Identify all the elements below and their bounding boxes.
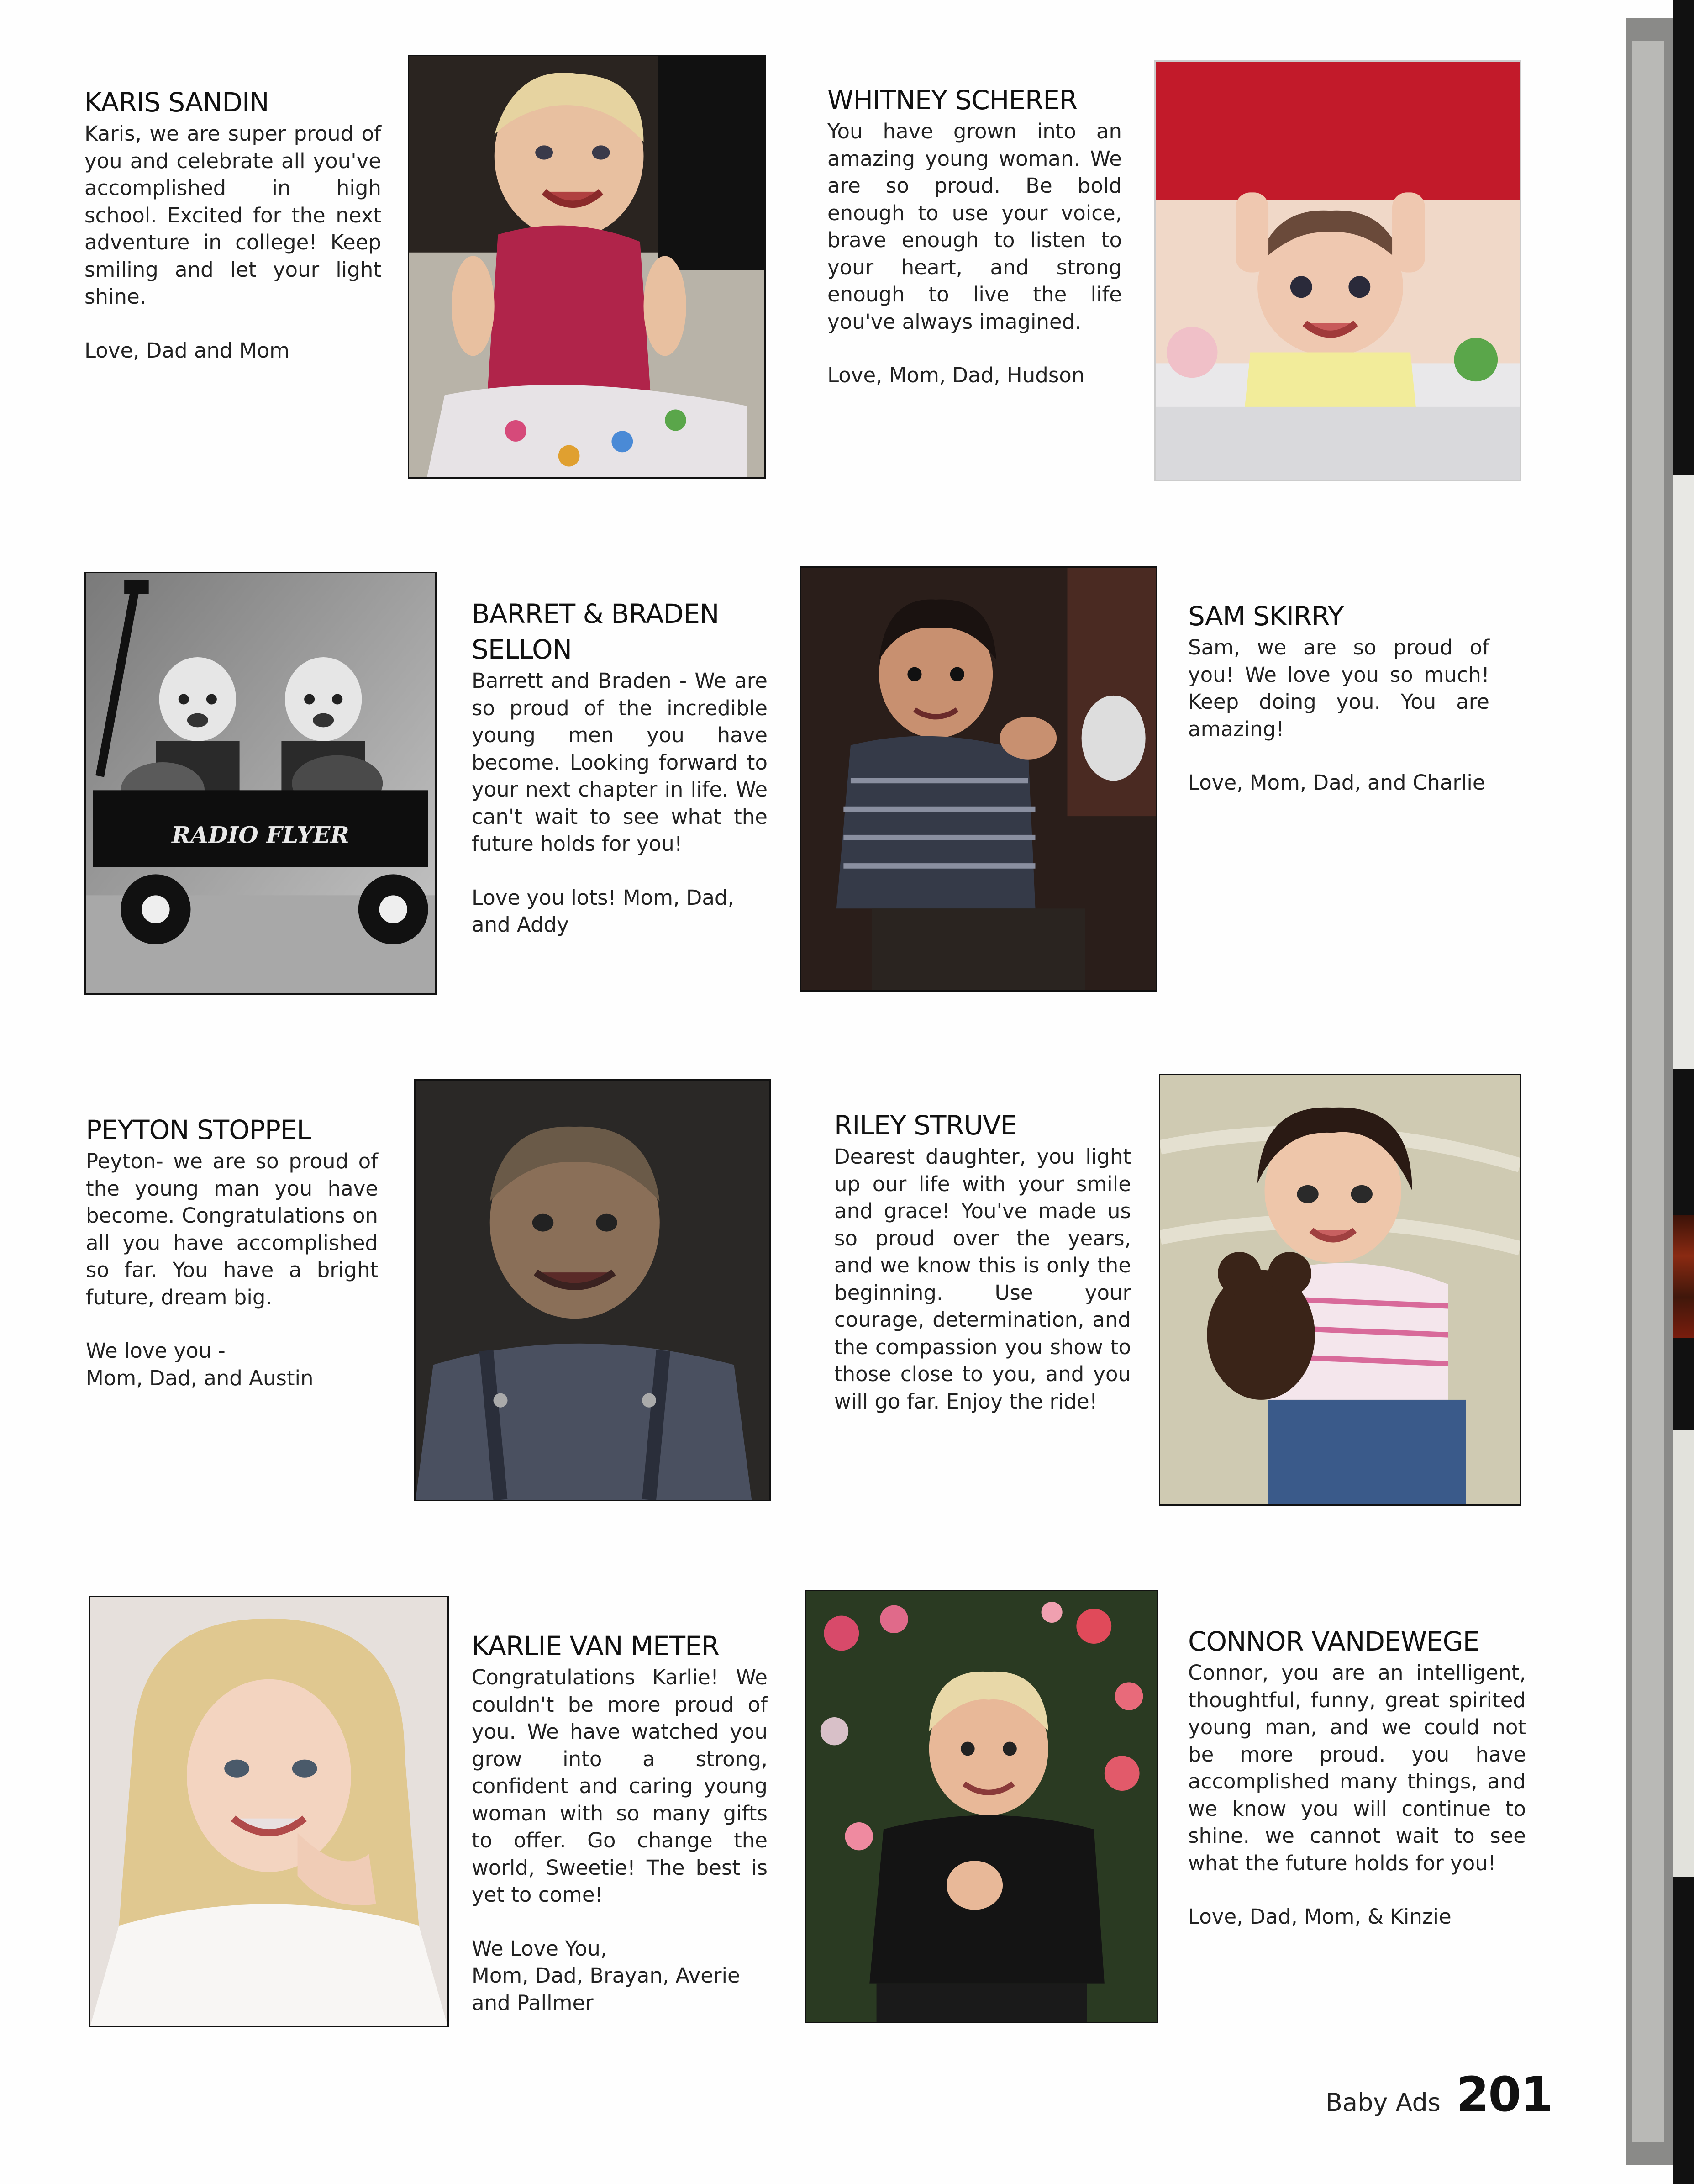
entry-sam-skirry bbox=[1188, 598, 1489, 797]
baby-photo-icon bbox=[1154, 60, 1521, 481]
entry-message: Congratulations Karlie! We couldn't be more proud of you. We have watched you grow into a strong, confident and caring young woman with so many gifts to offer. Go change the world, Sweetie! The best is yet to come! bbox=[472, 1665, 768, 1907]
spine-highlight bbox=[1673, 475, 1694, 1069]
entry-whitney-scherer bbox=[827, 82, 1122, 389]
entry-message: Peyton- we are so proud of the young man you have become. Congratulations on all you have accomplished so far. You have a bright future, dream big. bbox=[86, 1149, 378, 1309]
entry-karlie-van-meter bbox=[472, 1628, 768, 2016]
entry-name: SAM SKIRRY bbox=[1188, 601, 1344, 632]
entry-message: Connor, you are an intelligent, thoughtful, funny, great spirited young man, and we could not be more proud. you have accomplished many things, and we know you will continue to shine. we cannot wait to see what the future holds for you! bbox=[1188, 1661, 1526, 1875]
entry-signature: Love, Dad, Mom, & Kinzie bbox=[1188, 1904, 1452, 1929]
twins-wagon-photo-icon bbox=[84, 572, 437, 995]
entry-message: Dearest daughter, you light up our life with your smile and grace! You've made us so proud over the years, and we know this is only the beginning. Use your courage, determination, and the compassion you show to those close to you, and you will go far. Enjoy the ride! bbox=[834, 1145, 1131, 1414]
child-photo-icon bbox=[800, 566, 1157, 992]
entry-name: PEYTON STOPPEL bbox=[86, 1114, 311, 1145]
page-footer bbox=[1326, 2067, 1552, 2122]
baby-teddy-photo-icon bbox=[1159, 1074, 1521, 1506]
toddler-photo-icon bbox=[408, 55, 766, 479]
toddler-photo-icon bbox=[414, 1079, 771, 1501]
entry-signature: We Love You, Mom, Dad, Brayan, Averie and Pallmer bbox=[472, 1936, 740, 2015]
entry-name: CONNOR VANDEWEGE bbox=[1188, 1626, 1479, 1657]
girl-portrait-photo-icon bbox=[89, 1596, 449, 2027]
entry-name: WHITNEY SCHERER bbox=[827, 84, 1078, 116]
entry-name: RILEY STRUVE bbox=[834, 1110, 1017, 1141]
wagon-logo-text: RADIO FLYER bbox=[172, 821, 349, 849]
page-number: 201 bbox=[1456, 2067, 1552, 2122]
entry-riley-struve bbox=[834, 1108, 1131, 1415]
spine-color-band bbox=[1673, 1215, 1694, 1338]
entry-signature: Love, Mom, Dad, and Charlie bbox=[1188, 770, 1485, 795]
entry-message: Karis, we are super proud of you and celebrate all you've accomplished in high school. Excited for the next adventure in college! Keep smiling and let your light shine. bbox=[84, 121, 381, 309]
entry-message: Sam, we are so proud of you! We love you so much! Keep doing you. You are amazing! bbox=[1188, 635, 1489, 741]
entry-connor-vandewege bbox=[1188, 1624, 1526, 1931]
entry-peyton-stoppel bbox=[86, 1112, 378, 1392]
entry-name: KARLIE VAN METER bbox=[472, 1630, 720, 1662]
entry-message: Barrett and Braden - We are so proud of the incredible young men you have become. Looking forward to your next chapter in life. We can't wait to see what the future holds for you! bbox=[472, 669, 768, 856]
entry-message: You have grown into an amazing young woman. We are so proud. Be bold enough to use your voice, brave enough to listen to your heart, and strong enough to live the life you've always imagined. bbox=[827, 119, 1122, 334]
entry-signature: We love you - Mom, Dad, and Austin bbox=[86, 1339, 314, 1390]
section-label: Baby Ads bbox=[1325, 2088, 1441, 2117]
spine-highlight-lower bbox=[1673, 1430, 1694, 1877]
entry-signature: Love, Mom, Dad, Hudson bbox=[827, 363, 1085, 387]
binding-edge-inner bbox=[1632, 41, 1664, 2142]
entry-signature: Love you lots! Mom, Dad, and Addy bbox=[472, 885, 734, 937]
entry-name: BARRET & BRADEN SELLON bbox=[472, 598, 719, 665]
entry-barret-braden-sellon bbox=[472, 596, 768, 939]
entry-name: KARIS SANDIN bbox=[84, 87, 269, 118]
entry-karis-sandin bbox=[84, 84, 381, 364]
entry-signature: Love, Dad and Mom bbox=[84, 338, 289, 363]
boy-flowers-photo-icon bbox=[805, 1590, 1158, 2023]
